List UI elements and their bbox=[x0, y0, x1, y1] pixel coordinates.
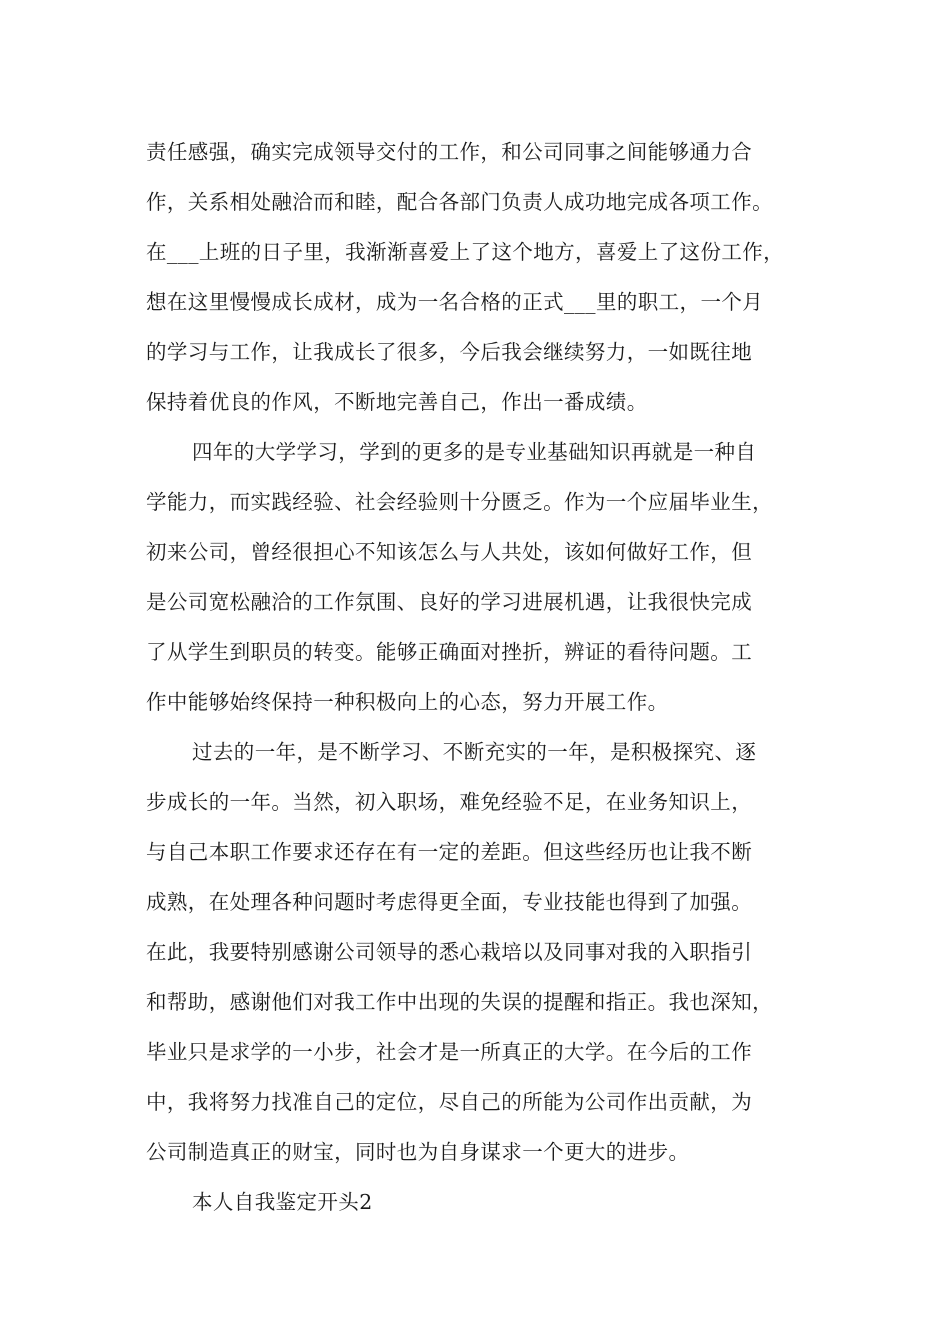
text-line: 毕业只是求学的一小步，社会才是一所真正的大学。在今后的工作 bbox=[146, 1040, 753, 1064]
text-line: 和帮助，感谢他们对我工作中出现的失误的提醒和指正。我也深知， bbox=[146, 990, 773, 1014]
text-line: 初来公司，曾经很担心不知该怎么与人共处，该如何做好工作，但 bbox=[146, 540, 753, 564]
text-line: 步成长的一年。当然，初入职场，难免经验不足，在业务知识上， bbox=[146, 790, 753, 814]
section-heading: 本人自我鉴定开头2 bbox=[192, 1190, 373, 1214]
text-line: 与自己本职工作要求还存在有一定的差距。但这些经历也让我不断 bbox=[146, 840, 753, 864]
text-line: 作中能够始终保持一种积极向上的心态，努力开展工作。 bbox=[146, 690, 669, 714]
text-line: 公司制造真正的财宝，同时也为自身谋求一个更大的进步。 bbox=[146, 1140, 690, 1164]
text-line: 保持着优良的作风，不断地完善自己，作出一番成绩。 bbox=[146, 390, 648, 414]
text-line: 了从学生到职员的转变。能够正确面对挫折，辨证的看待问题。工 bbox=[146, 640, 753, 664]
text-line: 学能力，而实践经验、社会经验则十分匮乏。作为一个应届毕业生， bbox=[146, 490, 773, 514]
text-line: 在___上班的日子里，我渐渐喜爱上了这个地方，喜爱上了这份工作， bbox=[146, 240, 785, 264]
text-line: 在此，我要特别感谢公司领导的悉心栽培以及同事对我的入职指引 bbox=[146, 940, 753, 964]
text-line: 想在这里慢慢成长成材，成为一名合格的正式___里的职工，一个月 bbox=[146, 290, 764, 314]
text-line: 是公司宽松融洽的工作氛围、良好的学习进展机遇，让我很快完成 bbox=[146, 590, 753, 614]
text-line: 成熟，在处理各种问题时考虑得更全面，专业技能也得到了加强。 bbox=[146, 890, 753, 914]
text-line: 的学习与工作，让我成长了很多，今后我会继续努力，一如既往地 bbox=[146, 340, 753, 364]
paragraph-start-line: 四年的大学学习，学到的更多的是专业基础知识再就是一种自 bbox=[192, 440, 757, 464]
text-line: 作，关系相处融洽而和睦，配合各部门负责人成功地完成各项工作。 bbox=[146, 190, 773, 214]
text-line: 中，我将努力找准自己的定位，尽自己的所能为公司作出贡献，为 bbox=[146, 1090, 753, 1114]
text-line: 责任感强，确实完成领导交付的工作，和公司同事之间能够通力合 bbox=[146, 140, 753, 164]
paragraph-start-line: 过去的一年，是不断学习、不断充实的一年，是积极探究、逐 bbox=[192, 740, 757, 764]
